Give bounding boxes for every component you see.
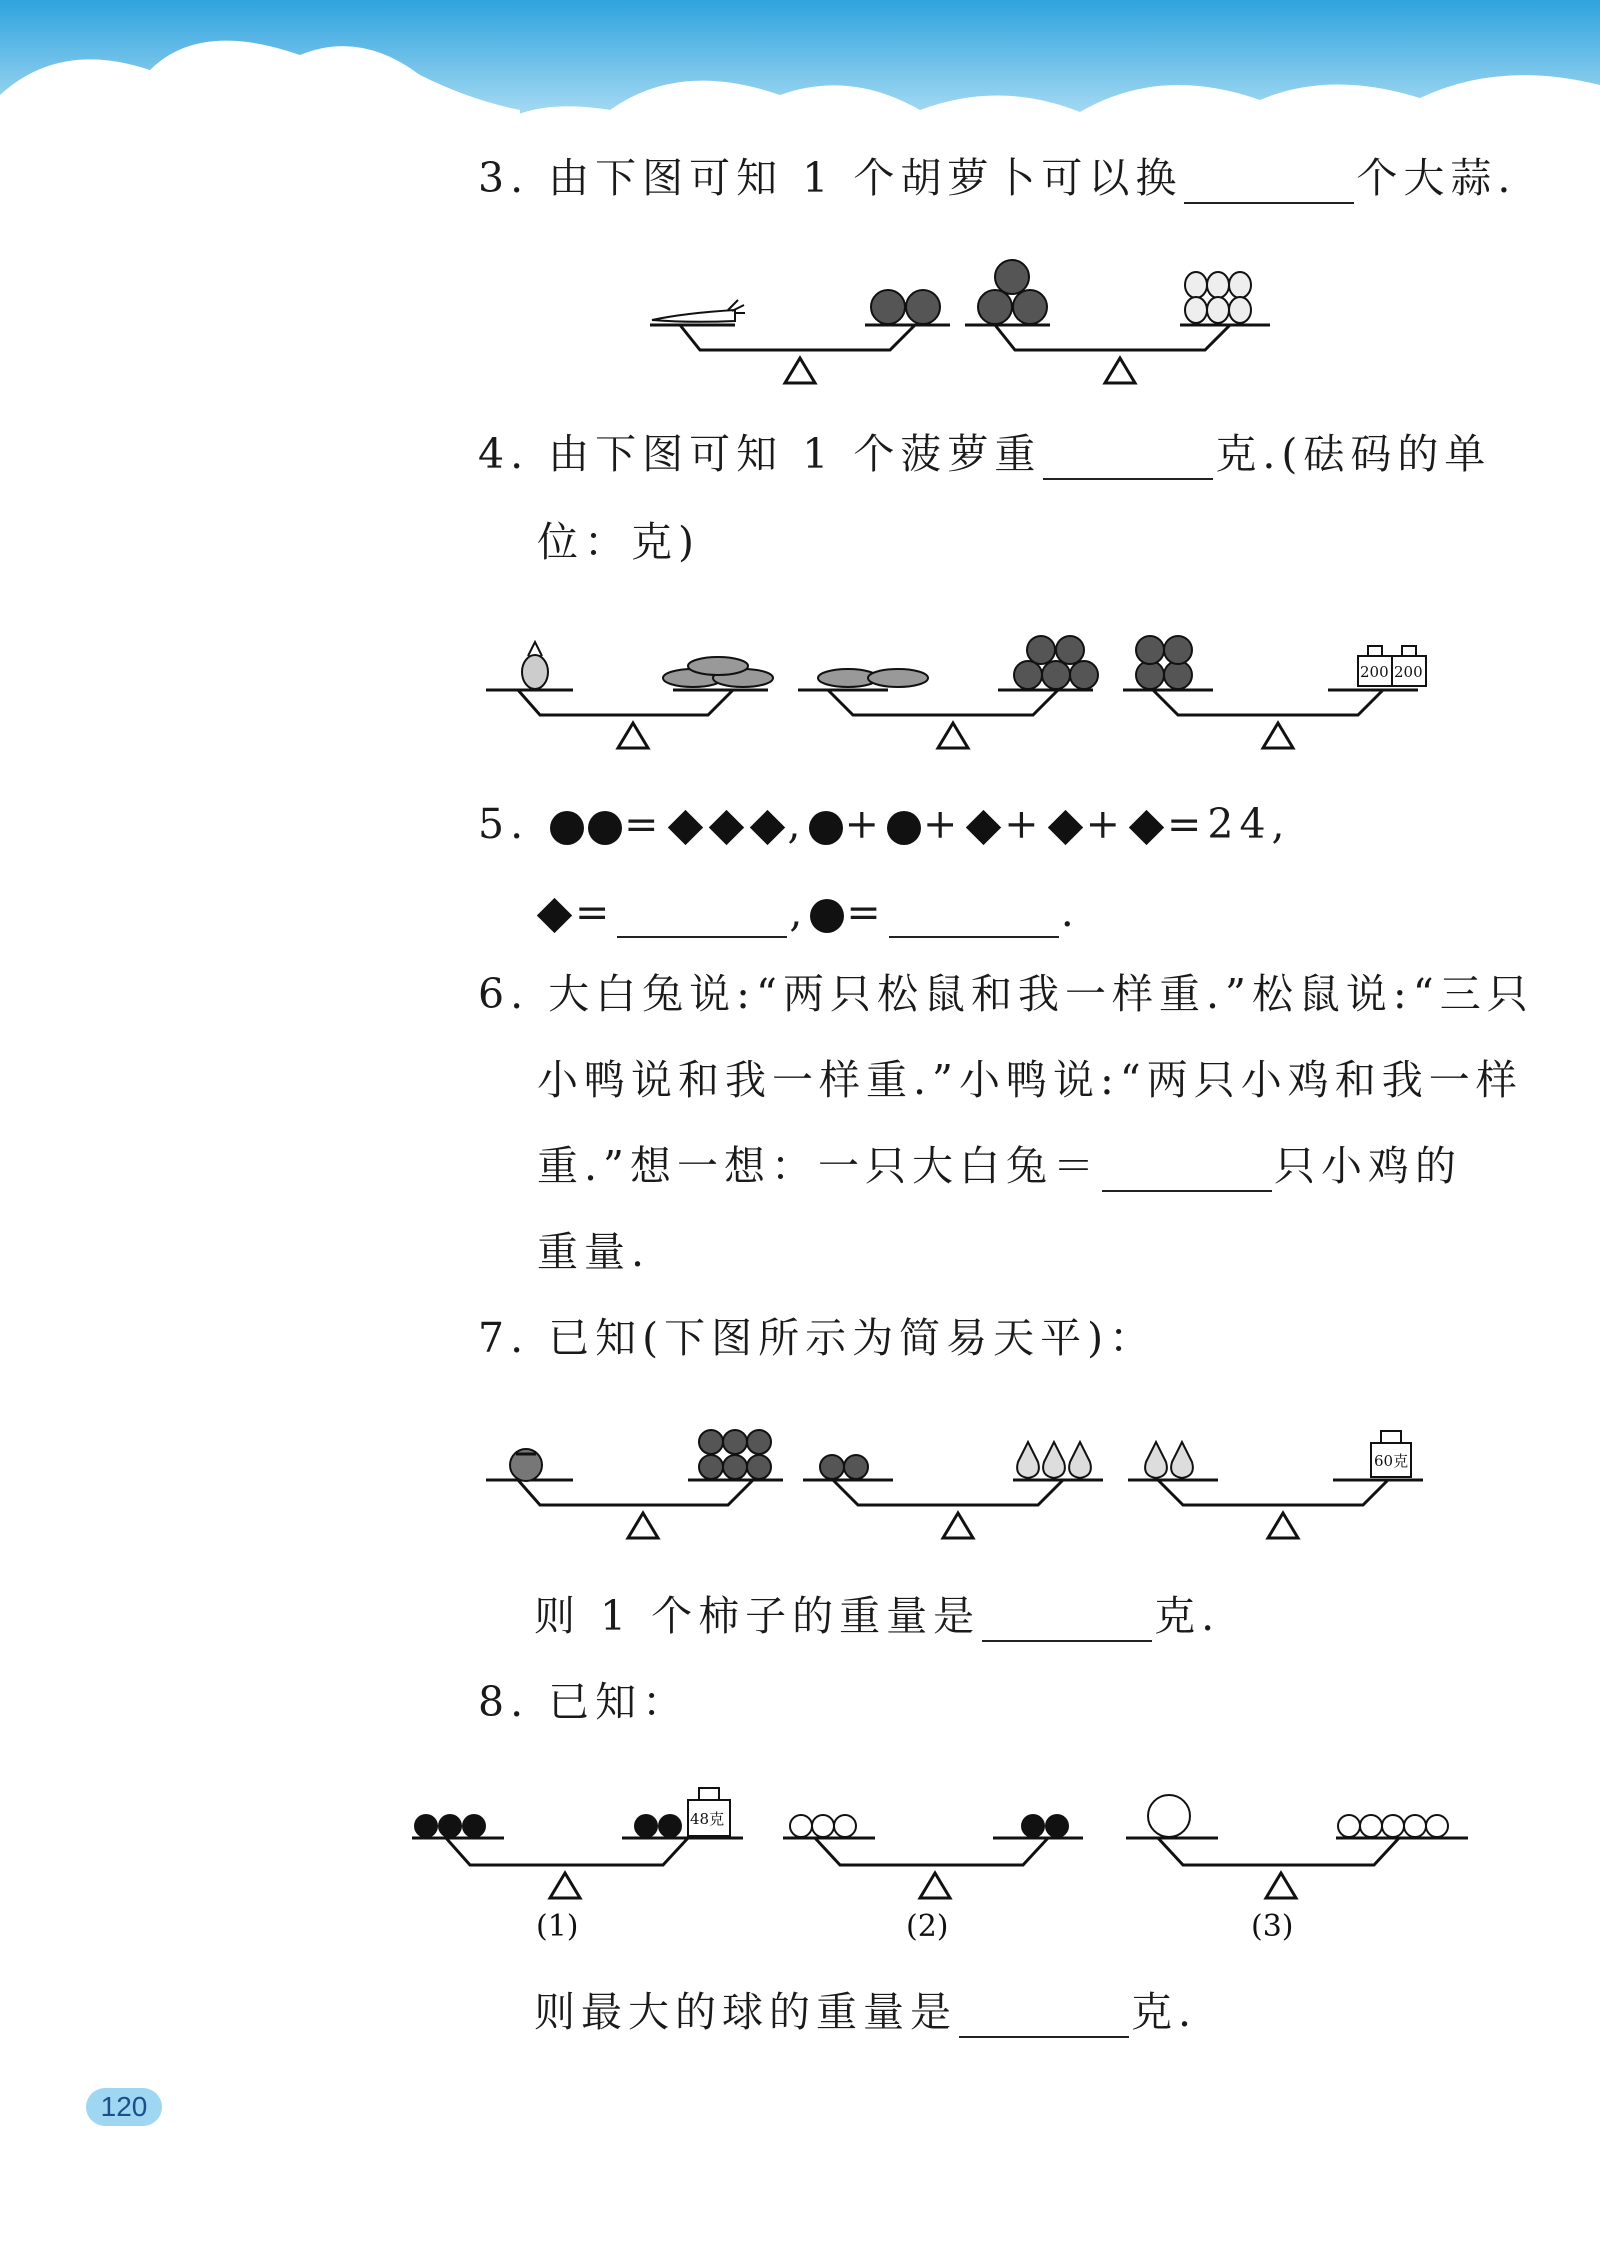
question-number: 8. xyxy=(478,1678,530,1726)
diamond-icon xyxy=(1047,810,1082,845)
question-text: 已知： xyxy=(548,1678,690,1726)
weight-label: 200 xyxy=(1360,663,1389,681)
figure-caption: (3) xyxy=(1251,1909,1294,1944)
question-text: 克. xyxy=(1154,1592,1221,1640)
weight-label: 60克 xyxy=(1374,1452,1409,1470)
q4-balance-figure xyxy=(478,620,1448,760)
question-6-line2: 小鸭说和我一样重.”小鸭说:“两只小鸡和我一样 xyxy=(537,1056,1523,1104)
answer-blank[interactable] xyxy=(959,1996,1129,2038)
pear-icon xyxy=(1145,1442,1193,1478)
pineapple-icon xyxy=(522,642,548,689)
question-text: 克.(砝码的单 xyxy=(1215,430,1492,478)
persimmon-icon xyxy=(510,1449,542,1481)
black-ball-icon xyxy=(414,1814,682,1838)
balance-scale xyxy=(486,1480,783,1538)
garlic-icon xyxy=(1185,272,1251,323)
question-7-answer-line xyxy=(534,1590,1220,1642)
question-number: 7. xyxy=(478,1314,530,1362)
circle-icon xyxy=(887,811,921,845)
apple-icon xyxy=(1136,636,1192,689)
period: . xyxy=(1060,888,1080,936)
answer-blank[interactable] xyxy=(1043,438,1213,480)
figure-caption: (1) xyxy=(536,1909,579,1944)
weight-label: 48克 xyxy=(690,1810,725,1828)
q7-balance-figure xyxy=(478,1410,1448,1550)
question-6-line4: 重量. xyxy=(537,1228,651,1276)
apple-icon xyxy=(820,1455,868,1479)
question-text: 个大蒜. xyxy=(1356,154,1517,202)
comma: , xyxy=(787,800,807,848)
balance-scale xyxy=(803,1480,1103,1538)
circle-icon xyxy=(810,899,844,933)
pear-icon xyxy=(1017,1442,1091,1478)
question-7-text xyxy=(478,1312,1156,1364)
equals-sign: = xyxy=(846,888,887,936)
question-6-line3 xyxy=(537,1140,1462,1192)
plus-sign: + xyxy=(922,800,964,848)
balance-scale xyxy=(1126,1838,1468,1898)
equation-result: =24, xyxy=(1167,800,1291,848)
diamond-icon xyxy=(1129,810,1164,845)
balance-scale xyxy=(412,1838,743,1898)
diamond-icon xyxy=(966,810,1001,845)
question-text: 大白兔说:“两只松鼠和我一样重.”松鼠说:“三只 xyxy=(548,970,1534,1018)
balance-scale xyxy=(1128,1480,1423,1538)
apple-icon xyxy=(1014,636,1098,689)
answer-blank[interactable] xyxy=(1184,162,1354,204)
large-white-ball-icon xyxy=(1148,1795,1190,1837)
apple-icon xyxy=(871,290,940,324)
circle-icon xyxy=(809,811,843,845)
question-number: 3. xyxy=(478,154,530,202)
question-number: 6. xyxy=(478,970,530,1018)
q8-balance-figure xyxy=(408,1770,1478,1950)
figure-caption: (2) xyxy=(906,1909,949,1944)
comma: , xyxy=(789,888,809,936)
question-8-text xyxy=(478,1676,689,1728)
diamond-icon xyxy=(708,810,743,845)
balance-scale xyxy=(486,690,768,748)
question-8-answer-line xyxy=(534,1986,1197,2038)
answer-blank[interactable] xyxy=(889,896,1059,938)
q3-balance-figure xyxy=(640,255,1280,395)
answer-blank[interactable] xyxy=(617,896,787,938)
balance-scale xyxy=(798,690,1093,748)
plus-sign: + xyxy=(1085,800,1127,848)
eggplant-icon xyxy=(818,669,928,687)
equals-sign: = xyxy=(624,800,665,848)
question-5-answer-line xyxy=(534,886,1080,938)
page-number-badge: 120 xyxy=(86,2088,162,2126)
apple-icon xyxy=(699,1430,771,1479)
balance-scale xyxy=(650,325,950,383)
diamond-icon xyxy=(667,810,702,845)
question-4-text-line2: 位：克) xyxy=(537,518,700,566)
diamond-icon xyxy=(537,898,572,933)
question-text: 只小鸡的 xyxy=(1274,1142,1462,1190)
question-text: 由下图可知 1 个菠萝重 xyxy=(548,430,1042,478)
question-number: 5. xyxy=(478,800,530,848)
question-text: 已知(下图所示为简易天平)： xyxy=(548,1314,1157,1362)
weight-label: 200 xyxy=(1394,663,1423,681)
apple-icon xyxy=(978,260,1047,324)
question-text: 克. xyxy=(1131,1988,1198,2036)
question-text: 由下图可知 1 个胡萝卜可以换 xyxy=(548,154,1183,202)
balance-scale xyxy=(1123,690,1418,748)
plus-sign: + xyxy=(1004,800,1045,848)
question-text: 则 1 个柿子的重量是 xyxy=(534,1592,981,1640)
question-5-text xyxy=(478,798,1291,850)
question-text: 则最大的球的重量是 xyxy=(534,1988,957,2036)
answer-blank[interactable] xyxy=(982,1600,1152,1642)
circle-icon xyxy=(550,811,584,845)
white-ball-icon xyxy=(790,1815,856,1837)
balance-scale xyxy=(783,1838,1083,1898)
answer-blank[interactable] xyxy=(1102,1150,1272,1192)
question-number: 4. xyxy=(478,430,530,478)
carrot-icon xyxy=(652,300,745,322)
diamond-icon xyxy=(749,810,784,845)
question-6-text xyxy=(478,968,1534,1020)
question-text: 重.”想一想：一只大白兔＝ xyxy=(537,1142,1100,1190)
black-ball-icon xyxy=(1021,1814,1069,1838)
equals-sign: = xyxy=(575,888,616,936)
eggplant-icon xyxy=(663,657,773,687)
question-3-text xyxy=(478,152,1516,204)
header-sky-band xyxy=(0,0,1600,140)
question-4-text xyxy=(478,428,1491,480)
plus-sign: + xyxy=(844,800,885,848)
circle-icon xyxy=(588,811,622,845)
white-ball-icon xyxy=(1338,1815,1448,1837)
balance-scale xyxy=(965,325,1270,383)
